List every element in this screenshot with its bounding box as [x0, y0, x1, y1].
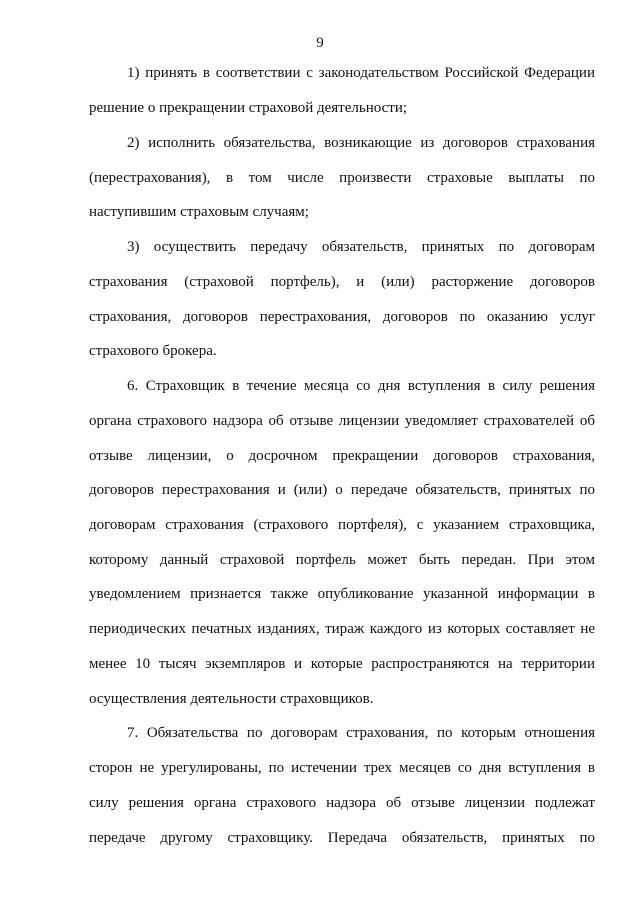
paragraph-7-line-4: передаче другому страховщику. Передача обязательств, принятых по	[89, 830, 595, 846]
paragraph-7-line-3: силу решения органа страхового надзора об отзыве лицензии подлежат	[89, 795, 595, 811]
paragraph-6-line-3: отзыве лицензии, о досрочном прекращении договоров страхования,	[89, 448, 595, 464]
paragraph-2-line-1: 2) исполнить обязательства, возникающие из договоров страхования	[127, 135, 595, 151]
page-number: 9	[316, 35, 324, 51]
paragraph-6-line-9: менее 10 тысяч экземпляров и которые распространяются на территории	[89, 656, 595, 672]
paragraph-7-line-2: сторон не урегулированы, по истечении трех месяцев со дня вступления в	[89, 760, 595, 776]
paragraph-7-line-1: 7. Обязательства по договорам страхования, по которым отношения	[127, 725, 595, 741]
paragraph-3-line-3: страхования, договоров перестрахования, договоров по оказанию услуг	[89, 309, 595, 325]
paragraph-6-line-8: периодических печатных изданиях, тираж каждого из которых составляет не	[89, 621, 595, 637]
paragraph-6-line-2: органа страхового надзора об отзыве лицензии уведомляет страхователей об	[89, 413, 595, 429]
paragraph-3-line-1: 3) осуществить передачу обязательств, принятых по договорам	[127, 239, 595, 255]
paragraph-1-line-1: 1) принять в соответствии с законодательством Российской Федерации	[127, 65, 595, 81]
paragraph-3-line-4: страхового брокера.	[89, 343, 217, 359]
paragraph-6-line-7: уведомлением признается также опубликование указанной информации в	[89, 586, 595, 602]
paragraph-1-line-2: решение о прекращении страховой деятельности;	[89, 100, 408, 116]
paragraph-6-line-5: договорам страхования (страхового портфеля), с указанием страховщика,	[89, 517, 595, 533]
paragraph-6-line-6: которому данный страховой портфель может быть передан. При этом	[89, 552, 595, 568]
paragraph-3-line-2: страхования (страховой портфель), и (или) расторжение договоров	[89, 274, 595, 290]
paragraph-6-line-1: 6. Страховщик в течение месяца со дня вступления в силу решения	[127, 378, 595, 394]
paragraph-2-line-2: (перестрахования), в том числе произвести страховые выплаты по	[89, 170, 595, 186]
paragraph-6-line-4: договоров перестрахования и (или) о передаче обязательств, принятых по	[89, 482, 595, 498]
paragraph-2-line-3: наступившим страховым случаям;	[89, 204, 309, 220]
paragraph-6-line-10: осуществления деятельности страховщиков.	[89, 691, 374, 707]
